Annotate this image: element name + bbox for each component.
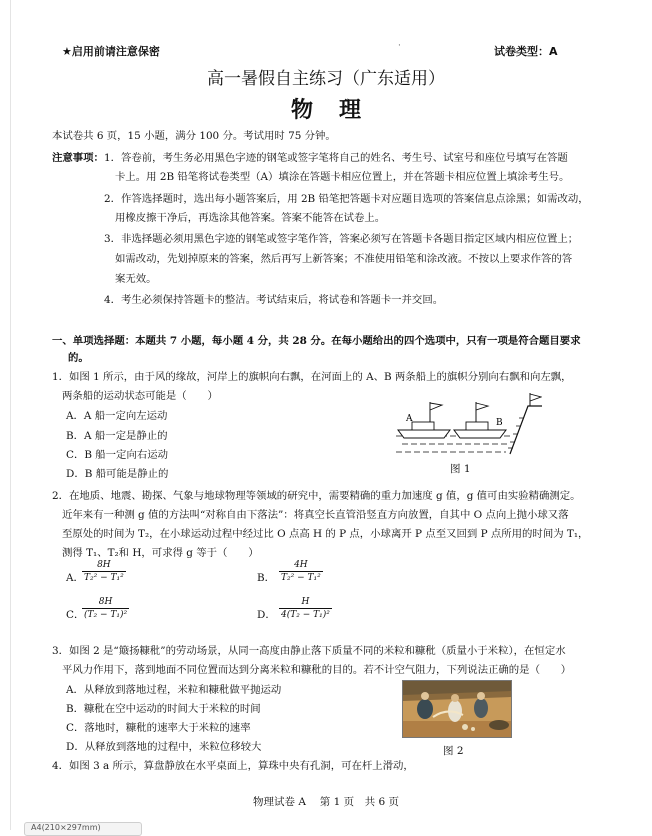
figure-1-caption: 图 1 <box>450 463 471 475</box>
q2-option-a-fraction <box>82 560 126 583</box>
note-line: 1．答卷前，考生务必用黑色字迹的钢笔或签字笔将自己的姓名、考生号、试室号和座位号填写在答题 <box>104 152 568 164</box>
question-2-text: 近年来有一种测 g 值的方法叫“对称自由下落法”：将真空长直管沿竖直方向放置，自其中 O 点向上抛小球又落 <box>62 509 569 521</box>
q2-option-b-label: B． <box>257 572 276 584</box>
fraction-denominator: T₂² − T₁² <box>281 573 321 583</box>
question-1-text: 1．如图 1 所示，由于风的缘故，河岸上的旗帜向右飘，在河面上的 A、B 两条船上的旗帜分别向右飘和向左飘， <box>52 371 572 383</box>
q2-option-b-fraction <box>279 560 323 583</box>
question-3-text: 平风力作用下，落到地面不同位置而达到分离米粒和糠秕的目的。若不计空气阻力，下列说法正确的是（ ） <box>62 664 572 676</box>
q2-option-d-label: D． <box>257 609 276 621</box>
header-dot: · <box>398 41 401 51</box>
intro-text: 本试卷共 6 页，15 小题，满分 100 分。考试用时 75 分钟。 <box>52 130 336 142</box>
boat-a-label: A <box>406 414 413 424</box>
q1-option-a: A．A 船一定向左运动 <box>66 410 168 422</box>
fraction-numerator: 8H <box>98 597 113 607</box>
note-line: 2．作答选择题时，选出每小题答案后，用 2B 铅笔把答题卡对应题目选项的答案信息点涂黑；如需改动， <box>104 193 589 205</box>
notes-label: 注意事项： <box>52 152 104 164</box>
question-2-text: 至原处的时间为 T₂，在小球运动过程中经过比 O 点高 H 的 P 点，小球离开 P 点至又回到 P 点所用的时间为 T₁， <box>62 528 589 540</box>
q1-option-c: C．B 船一定向右运动 <box>66 449 169 461</box>
note-line: 3．非选择题必须用黑色字迹的钢笔或签字笔作答，答案必须写在答题卡各题目指定区域内相应位置上； <box>104 233 579 245</box>
fraction-denominator: T₂² − T₁² <box>84 573 124 583</box>
fraction-numerator: H <box>301 597 310 607</box>
figure-2-winnowing-photo <box>402 680 512 738</box>
fraction-numerator: 4H <box>294 560 308 570</box>
question-3-text: 3．如图 2 是“簸扬糠秕”的劳动场景，从同一高度由静止落下质量不同的米粒和糠秕（质量小于米粒），在恒定水 <box>52 645 566 657</box>
q3-option-c: C．落地时，糠秕的速率大于米粒的速率 <box>66 722 251 734</box>
question-1-text: 两条船的运动状态可能是（ ） <box>62 390 218 402</box>
fraction-denominator: (T₂ − T₁)² <box>84 610 128 620</box>
q1-option-d: D．B 船可能是静止的 <box>66 468 169 480</box>
question-2-text: 2．在地质、地震、勘探、气象与地球物理等领域的研究中，需要精确的重力加速度 g 值，g 值可由实验精确测定。 <box>52 490 581 502</box>
exam-title: 高一暑假自主练习（广东适用） <box>207 69 445 89</box>
section-heading: 一、单项选择题：本题共 7 小题，每小题 4 分，共 28 分。在每小题给出的四个选项中，只有一项是符合题目要求 <box>52 335 581 347</box>
question-4-text: 4．如图 3 a 所示，算盘静放在水平桌面上，算珠中央有孔洞，可在杆上滑动， <box>52 760 414 772</box>
figure-1-boats-river <box>392 392 542 458</box>
confidential-notice: ★启用前请注意保密 <box>62 45 160 58</box>
q2-option-c-fraction <box>82 597 129 620</box>
viewer-page-size-tab[interactable]: A4(210×297mm) <box>24 822 142 836</box>
note-line: 用橡皮擦干净后，再选涂其他答案。答案不能答在试卷上。 <box>115 212 386 224</box>
subject-title: 物理 <box>290 97 387 123</box>
page-edge <box>10 0 11 830</box>
section-heading-cont: 的。 <box>68 352 89 364</box>
figure-2-caption: 图 2 <box>443 745 464 757</box>
paper-type: 试卷类型：A <box>494 45 558 58</box>
q3-option-a: A．从释放到落地过程，米粒和糠秕做平抛运动 <box>66 684 282 696</box>
fraction-denominator: 4(T₂ − T₁)² <box>281 610 330 620</box>
note-line: 卡上。用 2B 铅笔将试卷类型（A）填涂在答题卡相应位置上，并在答题卡相应位置上填涂考生号。 <box>115 171 570 183</box>
note-line: 如需改动，先划掉原来的答案，然后再写上新答案；不准使用铅笔和涂改液。不按以上要求作答的答 <box>115 253 573 265</box>
q3-option-b: B．糠秕在空中运动的时间大于米粒的时间 <box>66 703 261 715</box>
question-2-text: 测得 T₁、T₂和 H，可求得 g 等于（ ） <box>62 547 259 559</box>
q1-option-b: B．A 船一定是静止的 <box>66 430 168 442</box>
page-footer: 物理试卷 A 第 1 页 共 6 页 <box>253 796 399 808</box>
q2-option-c-label: C． <box>66 609 85 621</box>
q3-option-d: D．从释放到落地的过程中，米粒位移较大 <box>66 741 262 753</box>
q2-option-d-fraction <box>279 597 332 620</box>
note-line: 案无效。 <box>115 273 157 285</box>
q2-option-a-label: A． <box>66 572 84 584</box>
boat-b-label: B <box>496 418 503 428</box>
note-line: 4．考生必须保持答题卡的整洁。考试结束后，将试卷和答题卡一并交回。 <box>104 294 444 306</box>
fraction-numerator: 8H <box>97 560 111 570</box>
